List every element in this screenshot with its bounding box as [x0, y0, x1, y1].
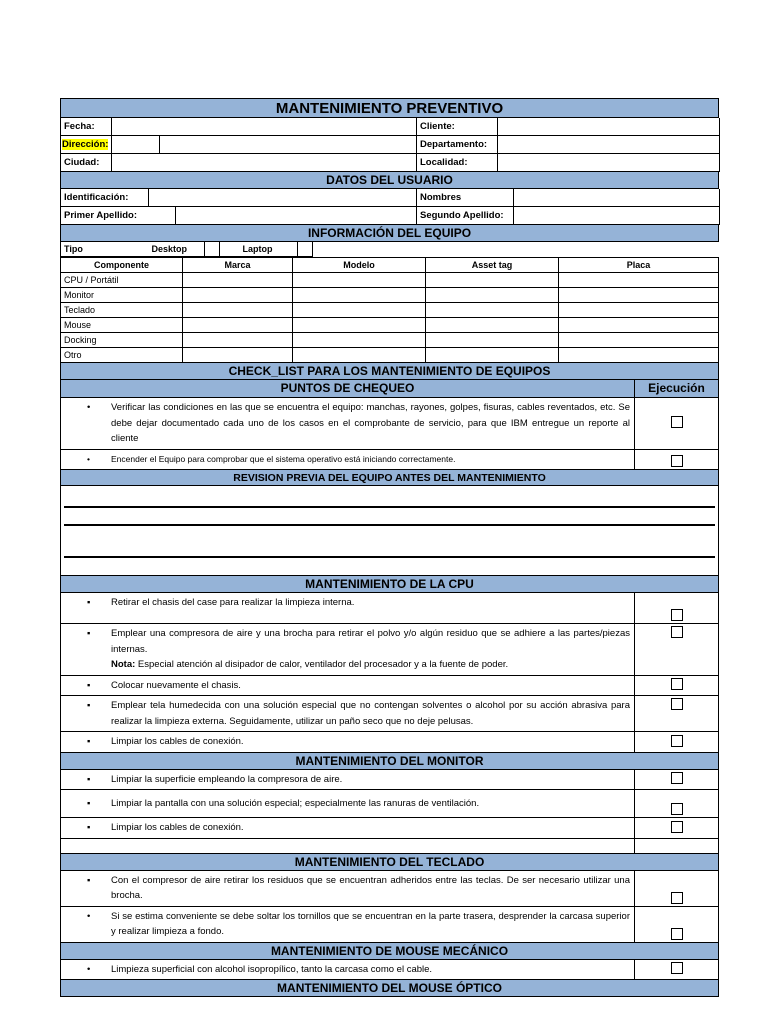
cell[interactable] [426, 303, 559, 318]
check-item-text [61, 676, 635, 696]
check-item-text [61, 593, 635, 623]
nombres-label: Nombres [417, 189, 514, 207]
check-cell [635, 696, 718, 731]
nota-text: Especial atención al disipador de calor, ventilador del procesador y a la fuente de poder. [135, 659, 509, 670]
cell[interactable] [183, 288, 293, 303]
cpu-item-2 [60, 624, 719, 676]
teclado-item-2-text: Si se estima conveniente se debe soltar los tornillos que se encuentran en la parte trasera, desprender la carcasa superior y realizar limpieza a fondo. [111, 910, 630, 937]
equipo-header: INFORMACIÓN DEL EQUIPO [60, 225, 719, 242]
fecha-label: Fecha: [61, 118, 112, 136]
componentes-table [60, 257, 719, 363]
cell[interactable] [559, 288, 719, 303]
check-cell [635, 398, 718, 449]
cell[interactable] [293, 348, 426, 363]
row-docking-label: Docking [61, 333, 183, 348]
fecha-field[interactable] [112, 118, 417, 136]
cpu-item-4 [60, 696, 719, 732]
check-item-text [61, 818, 635, 838]
checkbox-teclado-2[interactable] [671, 928, 683, 940]
table-row [61, 333, 719, 348]
checkbox-monitor-2[interactable] [671, 803, 683, 815]
checkbox-monitor-3[interactable] [671, 821, 683, 833]
monitor-item-1-text: Limpiar la superficie empleando la compresora de aire. [111, 773, 343, 785]
bullet-square-icon: ▪ [87, 628, 91, 639]
form-title: MANTENIMIENTO PREVENTIVO [60, 98, 719, 118]
identificacion-label: Identificación: [61, 189, 149, 207]
puntos-header-row [60, 380, 719, 398]
col-componente: Componente [61, 258, 183, 273]
bullet-square-icon: ▪ [87, 798, 91, 809]
mouse-mecanico-item-1-text: Limpieza superficial con alcohol isopropílico, tanto la carcasa como el cable. [111, 963, 433, 975]
col-modelo: Modelo [293, 258, 426, 273]
desktop-checkbox[interactable] [205, 242, 220, 257]
monitor-item-3-text: Limpiar los cables de conexión. [111, 822, 244, 833]
cell[interactable] [426, 273, 559, 288]
table-row [61, 318, 719, 333]
cpu-item-1 [60, 593, 719, 624]
monitor-empty-row [60, 839, 719, 854]
bullet-icon: • [87, 402, 91, 413]
cell[interactable] [559, 273, 719, 288]
monitor-item-1 [60, 770, 719, 791]
check-item-text [61, 450, 635, 470]
check-item-text [61, 790, 635, 817]
check-cell [635, 960, 718, 980]
cpu-item-1-text: Retirar el chasis del case para realizar la limpieza interna. [111, 597, 355, 608]
col-asset-tag: Asset tag [426, 258, 559, 273]
check-cell [635, 770, 718, 790]
row-monitor-label: Monitor [61, 288, 183, 303]
cell[interactable] [183, 273, 293, 288]
check-item-text [61, 732, 635, 752]
checkbox-monitor-1[interactable] [671, 772, 683, 784]
bullet-icon: • [87, 453, 90, 464]
cell[interactable] [293, 318, 426, 333]
bullet-square-icon: ▪ [87, 597, 91, 608]
cell[interactable] [183, 303, 293, 318]
checkbox-cpu-1[interactable] [671, 609, 683, 621]
primer-apellido-label: Primer Apellido: [61, 207, 176, 225]
revision-notes-area[interactable] [60, 486, 719, 576]
checkbox-cpu-3[interactable] [671, 678, 683, 690]
col-placa: Placa [559, 258, 719, 273]
primer-apellido-field[interactable] [176, 207, 417, 225]
check-item-text [61, 398, 635, 449]
localidad-label: Localidad: [417, 154, 498, 172]
checkbox-cpu-5[interactable] [671, 735, 683, 747]
puntos-header: PUNTOS DE CHEQUEO [61, 380, 635, 397]
nombres-field[interactable] [514, 189, 720, 207]
segundo-apellido-label: Segundo Apellido: [417, 207, 514, 225]
identificacion-field[interactable] [149, 189, 417, 207]
ciudad-field[interactable] [112, 154, 417, 172]
teclado-header: MANTENIMIENTO DEL TECLADO [60, 854, 719, 871]
tipo-spacer [220, 242, 240, 257]
usuario-header: DATOS DEL USUARIO [60, 172, 719, 189]
direccion-label-cell [61, 136, 112, 154]
cpu-header: MANTENIMIENTO DE LA CPU [60, 576, 719, 593]
writing-line [64, 556, 715, 558]
tipo-table [60, 242, 719, 257]
checkbox-cpu-4[interactable] [671, 698, 683, 710]
checkbox-mouse-mecanico-1[interactable] [671, 962, 683, 974]
mouse-mecanico-header: MANTENIMIENTO DE MOUSE MECÁNICO [60, 943, 719, 960]
row-cpu-label: CPU / Portátil [61, 273, 183, 288]
table-row [61, 273, 719, 288]
direccion-field-b[interactable] [160, 136, 417, 154]
cell[interactable] [293, 303, 426, 318]
empty-cell [61, 839, 635, 853]
direccion-label: Dirección: [62, 139, 109, 150]
departamento-field[interactable] [498, 136, 720, 154]
bullet-icon: • [87, 910, 91, 922]
bullet-square-icon: ▪ [87, 736, 91, 747]
checkbox-teclado-1[interactable] [671, 892, 683, 904]
bullet-square-icon: ▪ [87, 874, 91, 886]
componentes-header-row [61, 258, 719, 273]
tipo-label: Tipo [61, 242, 149, 257]
col-marca: Marca [183, 258, 293, 273]
monitor-item-2 [60, 790, 719, 818]
check-item-encender-text: Encender el Equipo para comprobar que el sistema operativo está iniciando correctamente. [111, 453, 456, 464]
cpu-item-5 [60, 732, 719, 753]
table-row [61, 303, 719, 318]
bullet-square-icon: ▪ [87, 679, 91, 691]
check-cell [635, 790, 718, 817]
cpu-item-3-text: Colocar nuevamente el chasis. [111, 679, 241, 691]
writing-line [64, 524, 715, 526]
row-otro-label: Otro [61, 348, 183, 363]
monitor-header: MANTENIMIENTO DEL MONITOR [60, 753, 719, 770]
general-info-table [60, 118, 720, 172]
writing-line [64, 506, 715, 508]
check-cell [635, 450, 718, 470]
cell[interactable] [183, 318, 293, 333]
empty-cell [635, 839, 718, 853]
cell[interactable] [426, 333, 559, 348]
ejecucion-header: Ejecución [648, 381, 705, 395]
check-cell [635, 593, 718, 623]
revision-header: REVISION PREVIA DEL EQUIPO ANTES DEL MANTENIMIENTO [60, 470, 719, 486]
bullet-square-icon: ▪ [87, 822, 91, 833]
cell[interactable] [559, 303, 719, 318]
check-item-text [61, 624, 635, 675]
usuario-table [60, 189, 720, 225]
nota-label: Nota: [111, 659, 136, 670]
cell[interactable] [183, 333, 293, 348]
direccion-field-a[interactable] [112, 136, 160, 154]
tipo-rest [313, 242, 720, 257]
maintenance-form [60, 98, 719, 997]
cpu-item-4-text: Emplear tela humedecida con una solución especial que no contengan solventes o alcohol por su acción abrasiva para realizar la limpieza externa. Seguidamente, utilizar un paño seco que no deje pelusas. [111, 700, 630, 727]
monitor-item-2-text: Limpiar la pantalla con una solución especial; especialmente las ranuras de ventilación. [111, 798, 480, 809]
bullet-square-icon: ▪ [87, 700, 91, 711]
cpu-item-3 [60, 676, 719, 697]
cell[interactable] [183, 348, 293, 363]
segundo-apellido-field[interactable] [514, 207, 720, 225]
departamento-label: Departamento: [417, 136, 498, 154]
check-cell [635, 818, 718, 838]
table-row [61, 348, 719, 363]
mouse-mecanico-item-1 [60, 960, 719, 981]
cell[interactable] [559, 333, 719, 348]
cell[interactable] [293, 333, 426, 348]
cell[interactable] [293, 273, 426, 288]
bullet-square-icon: ▪ [87, 773, 91, 785]
check-item-encender [60, 450, 719, 471]
row-teclado-label: Teclado [61, 303, 183, 318]
cpu-item-5-text: Limpiar los cables de conexión. [111, 736, 244, 747]
check-item-text [61, 770, 635, 790]
laptop-checkbox[interactable] [298, 242, 313, 257]
checkbox-encender[interactable] [671, 455, 683, 467]
teclado-item-1 [60, 871, 719, 907]
teclado-item-1-text: Con el compresor de aire retirar los residuos que se encuentran adheridos entre las teclas. De ser necesario utilizar una brocha. [111, 874, 630, 901]
row-mouse-label: Mouse [61, 318, 183, 333]
cell[interactable] [426, 348, 559, 363]
checkbox-verificar[interactable] [671, 416, 683, 428]
check-item-text [61, 907, 635, 942]
cell[interactable] [293, 288, 426, 303]
localidad-field[interactable] [498, 154, 720, 172]
teclado-item-2 [60, 907, 719, 943]
check-cell [635, 732, 718, 752]
check-cell [635, 624, 718, 675]
checkbox-cpu-2[interactable] [671, 626, 683, 638]
laptop-label: Laptop [240, 242, 298, 257]
check-cell [635, 907, 718, 942]
mouse-optico-header: MANTENIMIENTO DEL MOUSE ÓPTICO [60, 980, 719, 997]
cliente-label: Cliente: [417, 118, 498, 136]
check-item-verificar-text: Verificar las condiciones en las que se encuentra el equipo: manchas, rayones, golpes, fisuras, cables reventados, etc. Se debe dejar documentado cada uno de los casos en el comprobante de servicio, para que IBM entregue un reporte al cliente [111, 402, 630, 444]
check-item-text [61, 696, 635, 731]
cell[interactable] [559, 348, 719, 363]
check-item-verificar [60, 398, 719, 450]
cliente-field[interactable] [498, 118, 720, 136]
check-item-text [61, 871, 635, 906]
cell[interactable] [426, 318, 559, 333]
monitor-item-3 [60, 818, 719, 839]
cell[interactable] [559, 318, 719, 333]
cpu-item-2-text: Emplear una compresora de aire y una brocha para retirar el polvo y/o algún residuo que se adhiere a las partes/piezas internas. [111, 628, 630, 655]
checklist-header: CHECK_LIST PARA LOS MANTENIMIENTO DE EQUIPOS [60, 363, 719, 380]
check-cell [635, 871, 718, 906]
ciudad-label: Ciudad: [61, 154, 112, 172]
check-item-text [61, 960, 635, 980]
cell[interactable] [426, 288, 559, 303]
table-row [61, 288, 719, 303]
bullet-icon: • [87, 963, 91, 975]
check-cell [635, 676, 718, 696]
desktop-label: Desktop [149, 242, 205, 257]
